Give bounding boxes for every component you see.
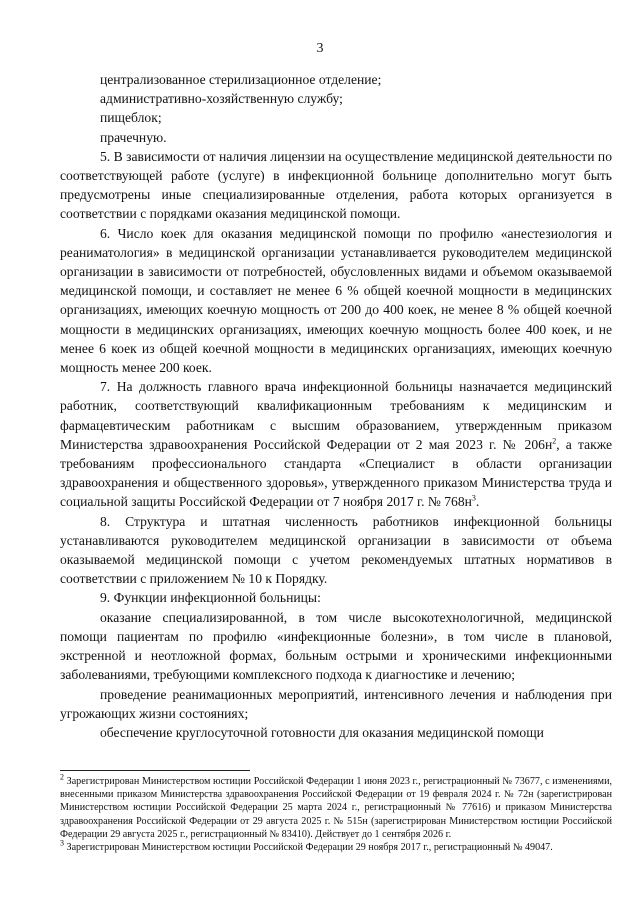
paragraph-7 xyxy=(60,377,612,511)
footnote-3 xyxy=(60,838,612,854)
body-text xyxy=(60,70,612,742)
list-item-sterilization: централизованное стерилизационное отделение; xyxy=(100,72,382,87)
footnote-ref-3: 3 xyxy=(471,493,476,503)
footnote-ref-2: 2 xyxy=(552,436,557,446)
footnote-divider xyxy=(60,770,250,771)
paragraph-7-part-3: . xyxy=(475,494,480,510)
paragraph-9: 9. Функции инфекционной больницы: xyxy=(100,590,321,606)
function-specialized-care: оказание специализированной, в том числе высокотехнологичной, медицинской помощи пациентам по профилю «инфекционные болезни», в том числе в плановой, экстренной и неотложной формах, больным острыми и хроническими инфекционными заболеваниями, требующими комплексного подхода к диагностике и лечению; xyxy=(60,609,612,683)
footnotes xyxy=(60,772,612,854)
paragraph-6: 6. Число коек для оказания медицинской помощи по профилю «анестезиология и реаниматология» в медицинской организации устанавливается руководителем медицинской организации в зависимости от потребностей, обусловленных видами и объемом оказываемой медицинской помощи, и составляет не менее 6 % общей коечной мощности в медицинских организациях, имеющих коечную мощность от 200 до 400 коек, не менее 8 % общей коечной мощности в медицинских организациях, имеющих коечную мощность более 400 коек, и не менее 6 коек из общей коечной мощности в медицинских организациях, имеющих коечную мощность менее 200 коек. xyxy=(60,225,612,376)
paragraph-7-part-1: 7. На должность главного врача инфекционной больницы назначается медицинский работник, соответствующий квалификационным требованиям к медицинским и фармацевтическим работникам с высшим образованием, утвержденным приказом Министерства здравоохранения Российской Федерации от 2 мая 2023 г. № 206н xyxy=(60,379,612,452)
page-number: 3 xyxy=(316,41,324,56)
paragraph-5: 5. В зависимости от наличия лицензии на осуществление медицинской деятельности по соответствующей работе (услуге) в инфекционной больнице дополнительно могут быть предусмотрены иные специализированные отделения, работа которых организуется в соответствии с порядками оказания медицинской помощи. xyxy=(60,148,612,222)
function-resuscitation: проведение реанимационных мероприятий, интенсивного лечения и наблюдения при угрожающих жизни состояниях; xyxy=(60,686,612,721)
footnote-2-text: Зарегистрирован Министерством юстиции Российской Федерации 1 июня 2023 г., регистрационный № 73677, с изменениями, внесенными приказом Министерства здравоохранения Российской Федерации от 19 февраля 2024 г. № 72н (зарегистрирован Министерством юстиции Российской Федерации 25 марта 2024 г., регистрационный № 77616) и приказом Министерства здравоохранения Российской Федерации от 29 августа 2025 г. № 515н (зарегистрирован Министерством юстиции Российской Федерации 29 августа 2025 г., регистрационный № 83410). Действует до 1 сентября 2026 г. xyxy=(60,776,612,840)
paragraph-8: 8. Структура и штатная численность работников инфекционной больницы устанавливаются руководителем медицинской организации в зависимости от объема оказываемой медицинской помощи с учетом рекомендуемых штатных нормативов в соответствии с приложением № 10 к Порядку. xyxy=(60,513,612,587)
function-round-the-clock: обеспечение круглосуточной готовности для оказания медицинской помощи xyxy=(100,724,544,740)
list-item-laundry: прачечную. xyxy=(100,129,167,145)
list-item-admin-service: административно-хозяйственную службу; xyxy=(100,91,343,107)
footnote-2 xyxy=(60,772,612,841)
footnote-3-text: Зарегистрирован Министерством юстиции Российской Федерации 29 ноября 2017 г., регистрационный № 49047. xyxy=(64,842,553,854)
paragraph-7-part-2: , а также требованиям профессионального стандарта «Специалист в области организации здравоохранения и общественного здоровья», утвержденного приказом Министерства труда и социальной защиты Российской Федерации от 7 ноября 2017 г. № 768н xyxy=(60,436,612,510)
footnote-mark-2: 2 xyxy=(60,772,64,782)
list-item-food-unit: пищеблок; xyxy=(100,110,162,126)
footnote-mark-3: 3 xyxy=(60,838,64,848)
